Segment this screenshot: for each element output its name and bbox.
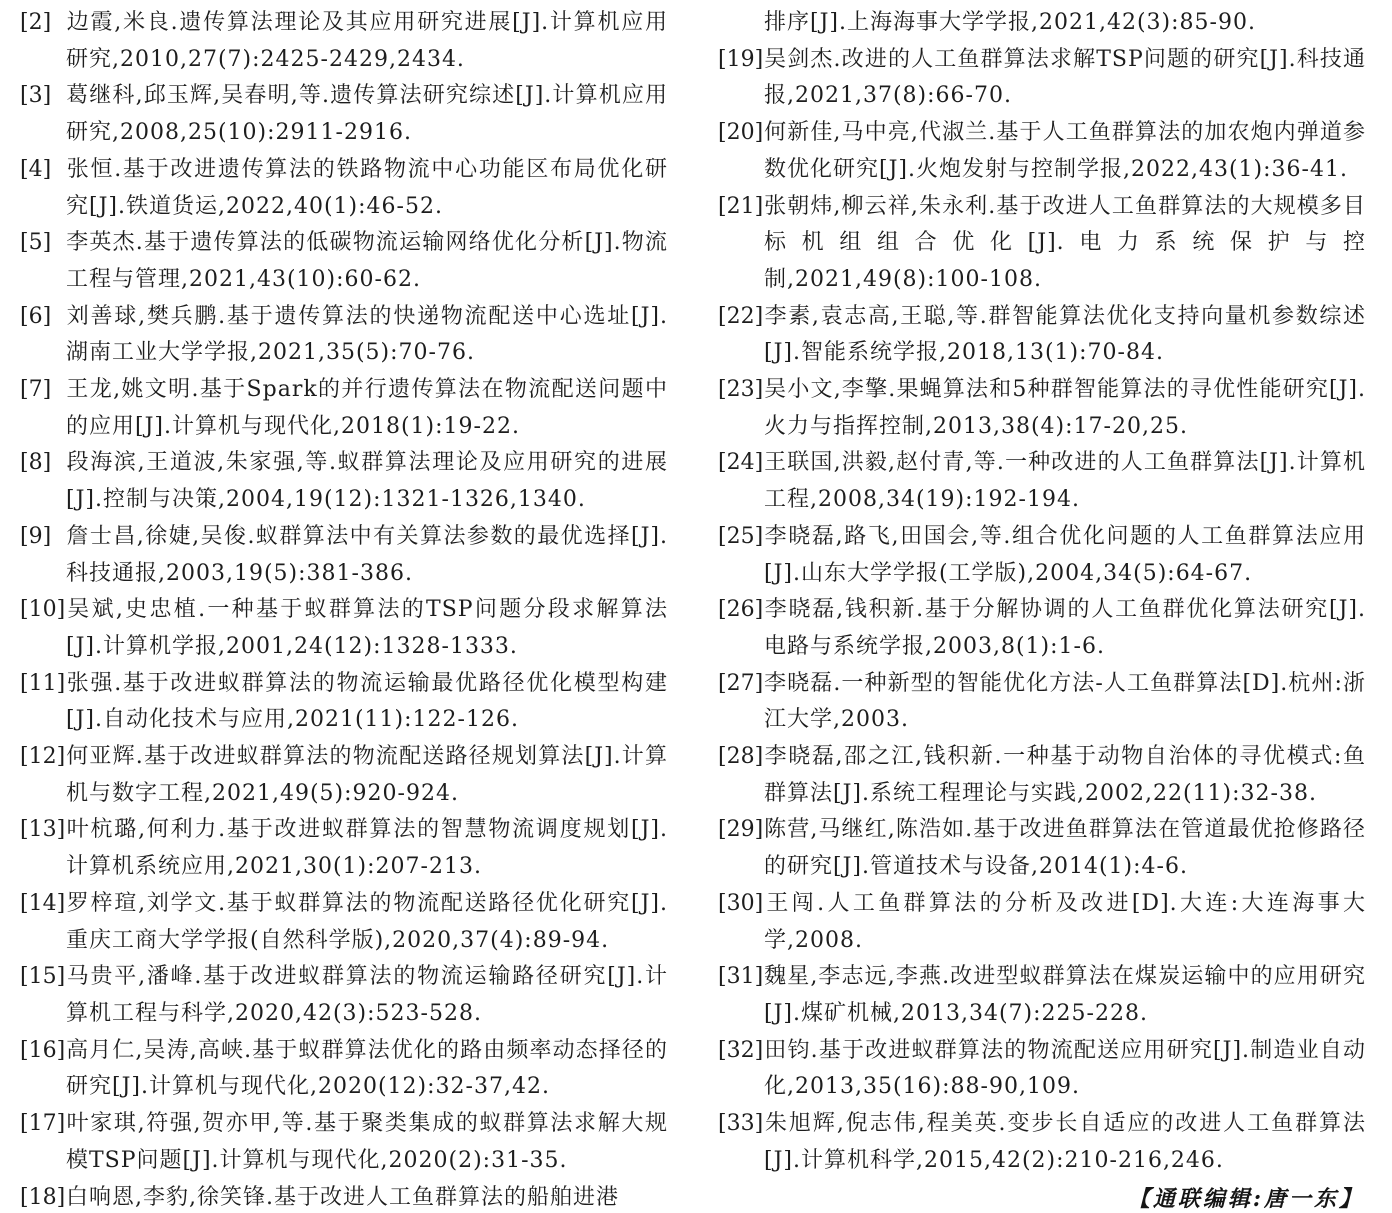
reference-item [718,189,1366,299]
reference-label: [26] [718,597,764,623]
reference-text: 李晓磊,钱积新.基于分解协调的人工鱼群优化算法研究[J].电路与系统学报,2003,8(1):1-6. [764,597,1366,659]
reference-item [20,372,668,445]
reference-item [20,519,668,592]
reference-text: 张恒.基于改进遗传算法的铁路物流中心功能区布局优化研究[J].铁道货运,2022,40(1):46-52. [66,156,668,219]
reference-label: [5] [20,230,52,256]
references-column-left [20,5,668,1213]
reference-label: [30] [718,890,764,916]
reference-text: 朱旭辉,倪志伟,程美英.变步长自适应的改进人工鱼群算法[J].计算机科学,2015,42(2):210-216,246. [764,1111,1366,1173]
reference-label: [7] [20,377,52,403]
reference-label: [29] [718,817,764,843]
reference-item [20,1180,668,1213]
reference-text: 罗梓瑄,刘学文.基于蚁群算法的物流配送路径优化研究[J].重庆工商大学学报(自然科学版),2020,37(4):89-94. [66,890,668,953]
reference-text: 田钧.基于改进蚁群算法的物流配送应用研究[J].制造业自动化,2013,35(16):88-90,109. [764,1037,1366,1100]
reference-label: [11] [20,670,66,696]
reference-label: [12] [20,744,66,770]
reference-item [718,739,1366,812]
reference-item [718,372,1366,445]
reference-label: [10] [20,597,66,623]
reference-text: 李晓磊,邵之江,钱积新.一种基于动物自治体的寻优模式:鱼群算法[J].系统工程理论与实践,2002,22(11):32-38. [764,744,1366,806]
editor-note: 【通联编辑:唐一东】 [1127,1185,1364,1212]
reference-label: [31] [718,964,764,990]
reference-text: 李晓磊.一种新型的智能优化方法-人工鱼群算法[D].杭州:浙江大学,2003. [764,670,1366,733]
reference-item [20,225,668,298]
reference-text: 叶家琪,符强,贺亦甲,等.基于聚类集成的蚁群算法求解大规模TSP问题[J].计算机与现代化,2020(2):31-35. [66,1111,668,1173]
reference-item [718,299,1366,372]
reference-label: [19] [718,46,764,72]
reference-item [718,445,1366,518]
reference-item [718,1106,1366,1179]
reference-text: 陈营,马继红,陈浩如.基于改进鱼群算法在管道最优抢修路径的研究[J].管道技术与设备,2014(1):4-6. [764,817,1366,880]
reference-text: 排序[J].上海海事大学学报,2021,42(3):85-90. [764,10,1256,35]
reference-text: 王闯.人工鱼群算法的分析及改进[D].大连:大连海事大学,2008. [764,890,1366,953]
reference-label: [6] [20,303,52,329]
reference-label: [27] [718,670,764,696]
reference-text: 叶杭璐,何利力.基于改进蚁群算法的智慧物流调度规划[J].计算机系统应用,2021,30(1):207-213. [66,817,668,880]
reference-text: 刘善球,樊兵鹏.基于遗传算法的快递物流配送中心选址[J].湖南工业大学学报,2021,35(5):70-76. [66,303,668,366]
reference-text: 边霞,米良.遗传算法理论及其应用研究进展[J].计算机应用研究,2010,27(7):2425-2429,2434. [66,10,668,72]
reference-item [718,886,1366,959]
reference-text: 王联国,洪毅,赵付青,等.一种改进的人工鱼群算法[J].计算机工程,2008,34(19):192-194. [764,450,1366,513]
reference-text: 段海滨,王道波,朱家强,等.蚁群算法理论及应用研究的进展[J].控制与决策,2004,19(12):1321-1326,1340. [66,450,668,513]
reference-text: 詹士昌,徐婕,吴俊.蚁群算法中有关算法参数的最优选择[J].科技通报,2003,19(5):381-386. [66,523,668,586]
reference-item [718,592,1366,665]
reference-item [20,299,668,372]
reference-text: 葛继科,邱玉辉,吴春明,等.遗传算法研究综述[J].计算机应用研究,2008,25(10):2911-2916. [66,83,668,146]
reference-label: [13] [20,817,66,843]
reference-item [718,42,1366,115]
reference-item [20,5,668,78]
reference-text: 白响恩,李豹,徐笑锋.基于改进人工鱼群算法的船舶进港 [66,1184,619,1210]
reference-item [20,78,668,151]
references-list-left [20,5,668,1213]
reference-label: [20] [718,120,764,146]
reference-label: [32] [718,1037,764,1063]
reference-label: [22] [718,303,764,329]
reference-label: [17] [20,1111,66,1137]
reference-item [20,666,668,739]
reference-text: 李素,袁志高,王聪,等.群智能算法优化支持向量机参数综述[J].智能系统学报,2018,13(1):70-84. [764,303,1366,366]
reference-text: 王龙,姚文明.基于Spark的并行遗传算法在物流配送问题中的应用[J].计算机与现代化,2018(1):19-22. [66,377,668,439]
reference-item [20,152,668,225]
reference-text: 魏星,李志远,李燕.改进型蚁群算法在煤炭运输中的应用研究[J].煤矿机械,2013,34(7):225-228. [764,964,1366,1026]
reference-label: [23] [718,377,764,403]
reference-item [718,115,1366,188]
reference-item [718,812,1366,885]
reference-label: [2] [20,10,52,35]
reference-label: [33] [718,1111,764,1137]
reference-label: [15] [20,964,66,990]
reference-label: [21] [718,193,764,219]
references-column-right [718,5,1366,1213]
reference-item [718,1033,1366,1106]
reference-label: [24] [718,450,764,476]
reference-item [20,1033,668,1106]
reference-text: 张强.基于改进蚁群算法的物流运输最优路径优化模型构建[J].自动化技术与应用,2021(11):122-126. [66,670,668,733]
reference-text: 高月仁,吴涛,高峡.基于蚁群算法优化的路由频率动态择径的研究[J].计算机与现代化,2020(12):32-37,42. [66,1037,668,1100]
reference-item [718,666,1366,739]
reference-item [20,959,668,1032]
reference-label: [18] [20,1184,66,1210]
reference-item [20,739,668,812]
reference-item [20,445,668,518]
reference-label: [28] [718,744,764,770]
reference-text: 李晓磊,路飞,田国会,等.组合优化问题的人工鱼群算法应用[J].山东大学学报(工学版),2004,34(5):64-67. [764,523,1366,586]
reference-text: 何新佳,马中亮,代淑兰.基于人工鱼群算法的加农炮内弹道参数优化研究[J].火炮发射与控制学报,2022,43(1):36-41. [764,120,1366,182]
reference-label: [14] [20,890,66,916]
reference-text: 马贵平,潘峰.基于改进蚁群算法的物流运输路径研究[J].计算机工程与科学,2020,42(3):523-528. [66,964,668,1026]
reference-label: [8] [20,450,52,476]
reference-text: 何亚辉.基于改进蚁群算法的物流配送路径规划算法[J].计算机与数字工程,2021,49(5):920-924. [66,744,668,806]
reference-item [718,5,1366,42]
reference-label: [3] [20,83,52,109]
reference-item [718,959,1366,1032]
reference-item [20,812,668,885]
reference-label: [9] [20,523,52,549]
reference-text: 吴剑杰.改进的人工鱼群算法求解TSP问题的研究[J].科技通报,2021,37(8):66-70. [764,46,1366,109]
reference-item [20,592,668,665]
reference-label: [25] [718,523,764,549]
reference-item [20,1106,668,1179]
reference-text: 李英杰.基于遗传算法的低碳物流运输网络优化分析[J].物流工程与管理,2021,43(10):60-62. [66,230,668,292]
reference-text: 吴小文,李擎.果蝇算法和5种群智能算法的寻优性能研究[J].火力与指挥控制,2013,38(4):17-20,25. [764,377,1366,439]
reference-item [718,519,1366,592]
reference-text: 张朝炜,柳云祥,朱永利.基于改进人工鱼群算法的大规模多目标机组组合优化[J].电力系统保护与控制,2021,49(8):100-108. [764,193,1366,292]
reference-item [20,886,668,959]
reference-label: [16] [20,1037,66,1063]
references-list-right [718,5,1366,1180]
reference-label: [4] [20,156,52,182]
reference-text: 吴斌,史忠植.一种基于蚁群算法的TSP问题分段求解算法[J].计算机学报,2001,24(12):1328-1333. [66,597,668,659]
